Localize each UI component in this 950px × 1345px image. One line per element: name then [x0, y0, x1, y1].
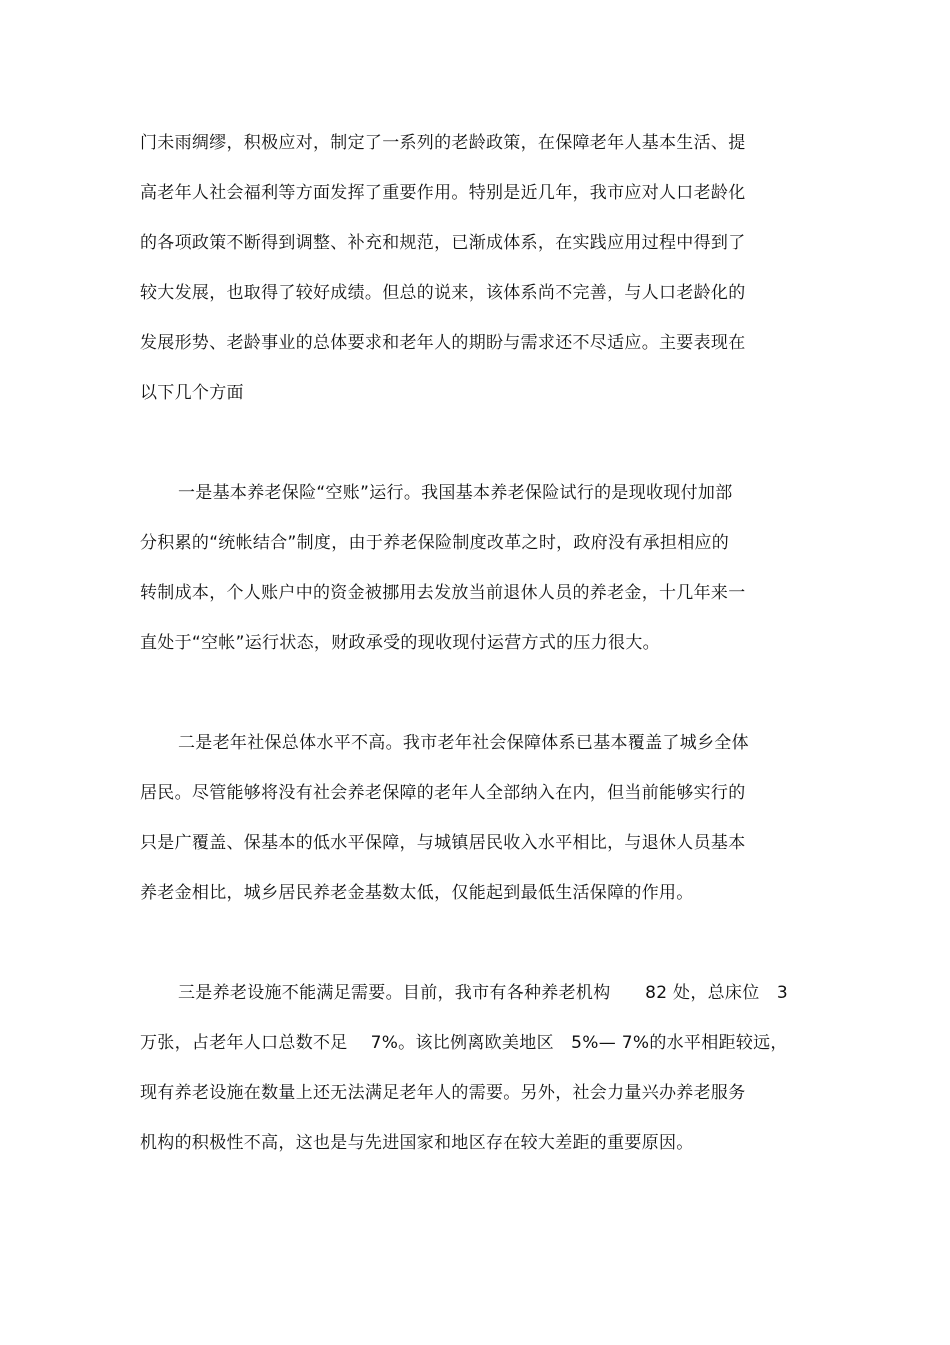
- point-two-line-2: 居民。尽管能够将没有社会养老保障的老年人全部纳入在内，但当前能够实行的: [140, 783, 746, 803]
- point-three-line-1: 三是养老设施不能满足需要。目前，我市有各种养老机构 82 处，总床位 3: [178, 983, 788, 1003]
- point-two-line-1: 二是老年社保总体水平不高。我市老年社会保障体系已基本覆盖了城乡全体: [178, 733, 749, 753]
- point-one-line-4: 直处于“空帐”运行状态，财政承受的现收现付运营方式的压力很大。: [140, 633, 660, 653]
- intro-line-3: 的各项政策不断得到调整、补充和规范，已渐成体系，在实践应用过程中得到了: [140, 233, 746, 253]
- point-three-line-3: 现有养老设施在数量上还无法满足老年人的需要。另外，社会力量兴办养老服务: [140, 1083, 746, 1103]
- intro-line-5: 发展形势、老龄事业的总体要求和老年人的期盼与需求还不尽适应。主要表现在: [140, 333, 746, 353]
- point-three-line-4: 机构的积极性不高，这也是与先进国家和地区存在较大差距的重要原因。: [140, 1133, 694, 1153]
- point-two-line-3: 只是广覆盖、保基本的低水平保障，与城镇居民收入水平相比，与退休人员基本: [140, 833, 746, 853]
- intro-line-4: 较大发展，也取得了较好成绩。但总的说来，该体系尚不完善，与人口老龄化的: [140, 283, 746, 303]
- intro-line-1: 门未雨绸缪，积极应对，制定了一系列的老龄政策，在保障老年人基本生活、提: [140, 133, 746, 153]
- point-one-line-2: 分积累的“统帐结合”制度，由于养老保险制度改革之时，政府没有承担相应的: [140, 533, 730, 553]
- point-two-line-4: 养老金相比，城乡居民养老金基数太低，仅能起到最低生活保障的作用。: [140, 883, 694, 903]
- point-three-line-2: 万张，占老年人口总数不足 7%。该比例离欧美地区 5%— 7%的水平相距较远，: [140, 1033, 788, 1053]
- point-one-line-1: 一是基本养老保险“空账”运行。我国基本养老保险试行的是现收现付加部: [178, 483, 733, 503]
- intro-line-6: 以下几个方面: [140, 383, 244, 403]
- intro-line-2: 高老年人社会福利等方面发挥了重要作用。特别是近几年，我市应对人口老龄化: [140, 183, 746, 203]
- point-one-line-3: 转制成本，个人账户中的资金被挪用去发放当前退休人员的养老金，十几年来一: [140, 583, 746, 603]
